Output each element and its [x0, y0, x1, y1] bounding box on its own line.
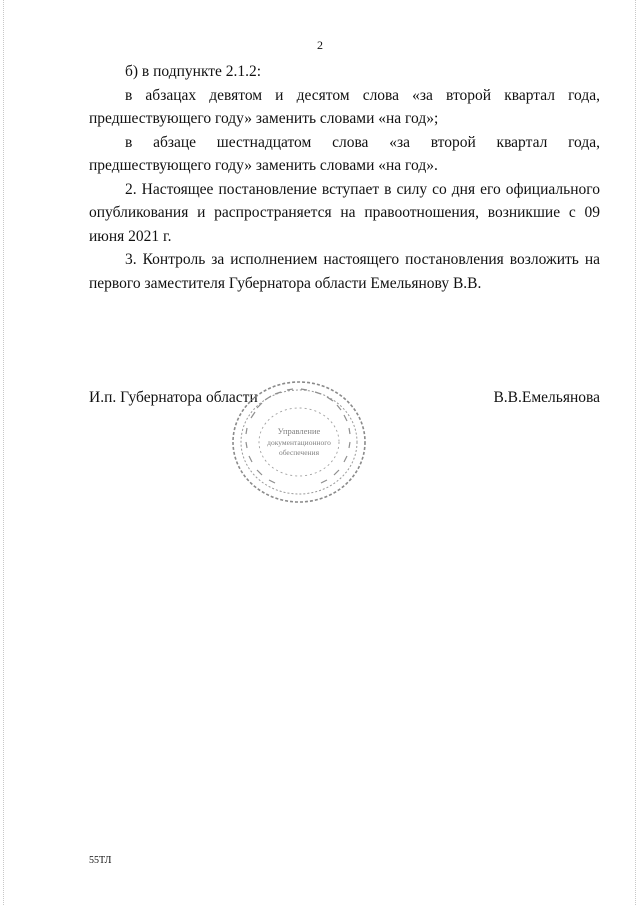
stamp-seal-icon [229, 378, 369, 506]
stamp-line-1: Управление [277, 426, 321, 436]
signatory-position: И.п. Губернатора области [89, 389, 258, 406]
signatory-name: В.В.Емельянова [493, 389, 600, 406]
stamp-line-2: документационного [267, 438, 331, 447]
paragraph-ninth-tenth: в абзацах девятом и десятом слова «за второй квартал года, предшествующего году» заменить словами «на год»; [89, 86, 600, 127]
paragraph-effective-date: 2. Настоящее постановление вступает в силу со дня его официального опубликования и распространяется на правоотношения, возникшие с 09 июня 2021 г. [89, 180, 600, 245]
official-stamp [229, 378, 369, 506]
stamp-line-3: обеспечения [278, 448, 320, 457]
paragraph-subpoint-b: б) в подпункте 2.1.2: [125, 63, 262, 80]
page-number: 2 [317, 38, 323, 52]
scan-edge-right [635, 0, 637, 905]
document-body [89, 60, 600, 295]
document-code: 55ТЛ [89, 855, 112, 866]
paragraph-sixteenth: в абзаце шестнадцатом слова «за второй квартал года, предшествующего году» заменить словами «на год». [89, 133, 600, 174]
paragraph-control: 3. Контроль за исполнением настоящего постановления возложить на первого заместителя Губернатора области Емельянову В.В. [89, 251, 600, 292]
scan-edge-left [3, 0, 5, 905]
